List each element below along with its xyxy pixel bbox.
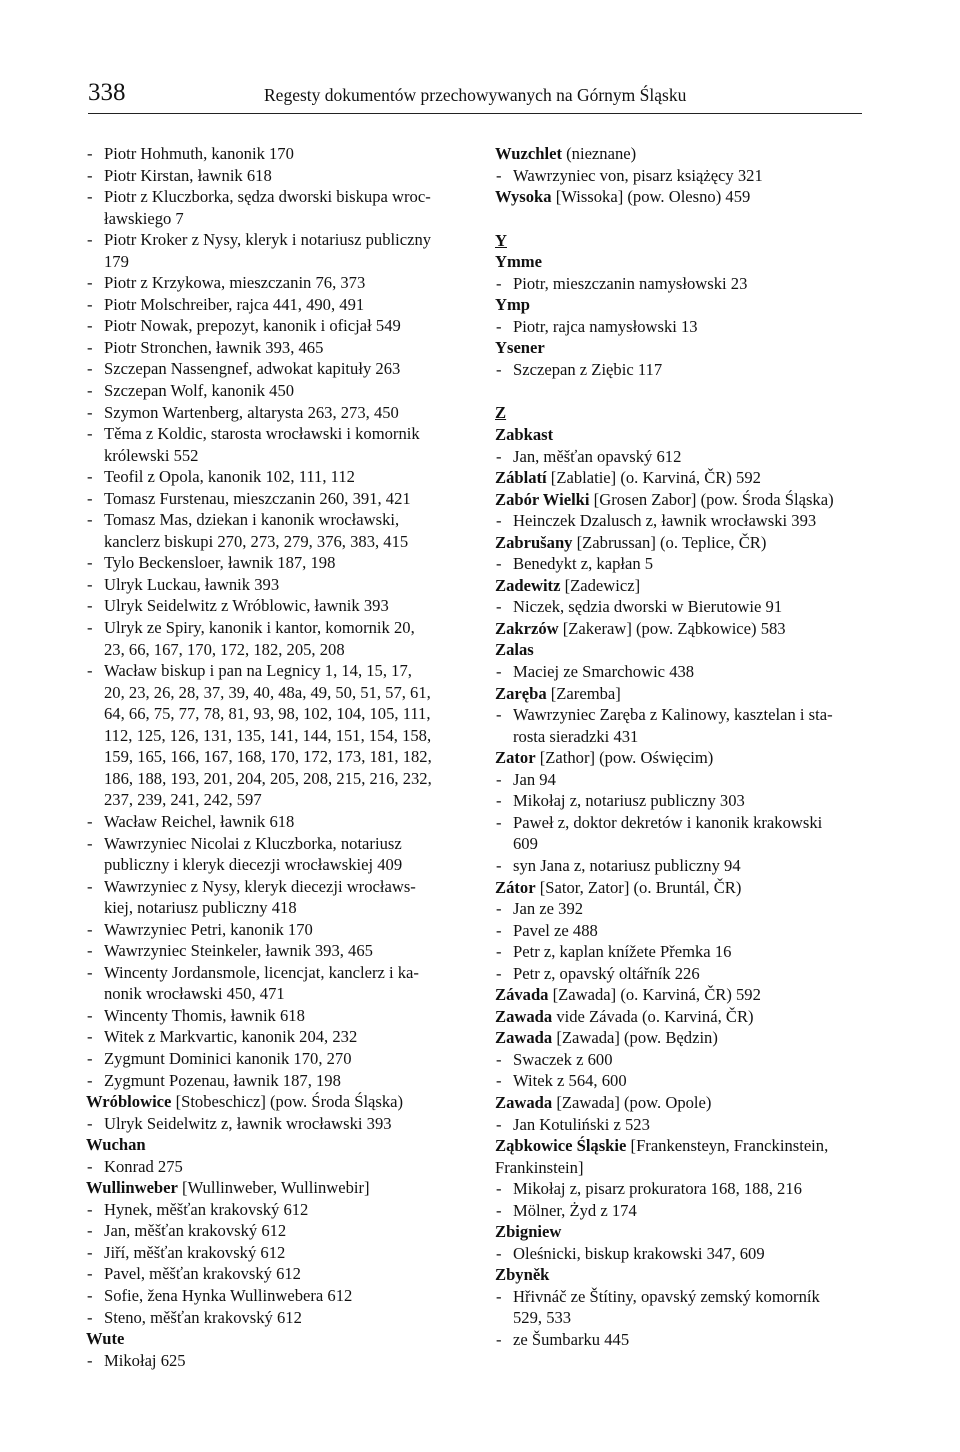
running-title: Regesty dokumentów przechowywanych na Górnym Śląsku bbox=[264, 85, 687, 105]
entry-heading-name: Wute bbox=[86, 1329, 125, 1349]
index-entry-heading bbox=[86, 1177, 456, 1199]
index-entry-heading bbox=[495, 747, 867, 769]
index-subentry: - Heinczek Dzalusch z, ławnik wrocławski 393 bbox=[495, 510, 867, 532]
entry-heading-name: Zaręba bbox=[495, 683, 547, 703]
entry-heading-name: Wullinweber bbox=[86, 1178, 178, 1198]
index-column-right bbox=[495, 143, 867, 1351]
entry-heading-name: Zadewitz bbox=[495, 575, 561, 595]
index-entry-continuation: 179 bbox=[104, 251, 129, 271]
index-subentry: - Szczepan z Ziębic 117 bbox=[495, 359, 867, 381]
index-entry-heading bbox=[495, 424, 867, 446]
index-subentry: - Wincenty Thomis, ławnik 618 bbox=[86, 1005, 456, 1027]
index-entry-continuation: 609 bbox=[513, 834, 538, 854]
index-entry-heading bbox=[495, 618, 867, 640]
entry-heading-name: Ymp bbox=[495, 295, 531, 315]
entry-heading-name: Ymme bbox=[495, 252, 542, 272]
index-subentry: - Wawrzyniec Zaręba z Kalinowy, kasztelan i sta- bbox=[495, 704, 867, 726]
entry-heading-detail: [Zablatie] (o. Karviná, ČR) 592 bbox=[546, 468, 761, 488]
entry-heading-name: Zalas bbox=[495, 640, 534, 660]
index-subentry: - syn Jana z, notariusz publiczny 94 bbox=[495, 855, 867, 877]
index-subentry: - Jan Kotuliński z 523 bbox=[495, 1114, 867, 1136]
index-subentry: - Hynek, měšťan krakovský 612 bbox=[86, 1199, 456, 1221]
index-subentry: - Wawrzyniec Petri, kanonik 170 bbox=[86, 919, 456, 941]
entry-heading-detail: [Grosen Zabor] (pow. Środa Śląska) bbox=[589, 489, 834, 509]
entry-heading-detail: [Wissoka] (pow. Olesno) 459 bbox=[551, 187, 751, 207]
index-subentry: - Piotr z Kluczborka, sędza dworski biskupa wroc- bbox=[86, 186, 456, 208]
entry-heading-detail: [Zadewicz] bbox=[560, 575, 641, 595]
page-header bbox=[88, 78, 862, 114]
index-subentry: - Petr z, kaplan knížete Přemka 16 bbox=[495, 941, 867, 963]
entry-heading-detail: [Zathor] (pow. Oświęcim) bbox=[535, 748, 714, 768]
entry-heading-name: Ząbkowice Śląskie bbox=[495, 1136, 627, 1156]
index-subentry: - Piotr Molschreiber, rajca 441, 490, 491 bbox=[86, 294, 456, 316]
index-entry-continuation: nonik wrocławski 450, 471 bbox=[104, 984, 285, 1004]
index-subentry: - Wincenty Jordansmole, licencjat, kanclerz i ka- bbox=[86, 962, 456, 984]
index-subentry: - Benedykt z, kapłan 5 bbox=[495, 553, 867, 575]
entry-heading-detail: [Frankensteyn, Franckinstein, bbox=[626, 1136, 829, 1156]
index-subentry: - Tomasz Mas, dziekan i kanonik wrocławski, bbox=[86, 509, 456, 531]
index-entry-heading bbox=[495, 1264, 867, 1286]
index-subentry: - Ulryk ze Spiry, kanonik i kantor, komornik 20, bbox=[86, 617, 456, 639]
index-subentry: - Wawrzyniec z Nysy, kleryk diecezji wrocławs- bbox=[86, 876, 456, 898]
index-entry-continuation: 159, 165, 166, 167, 168, 170, 172, 173, 181, 182, bbox=[104, 747, 432, 767]
index-subentry: - Mikołaj 625 bbox=[86, 1350, 456, 1372]
entry-heading-name: Zabrušany bbox=[495, 532, 573, 552]
entry-heading-name: Wróblowice bbox=[86, 1092, 172, 1112]
index-subentry: - Jiří, měšťan krakovský 612 bbox=[86, 1242, 456, 1264]
index-entry-continuation: 23, 66, 167, 170, 172, 182, 205, 208 bbox=[104, 639, 345, 659]
index-entry-heading bbox=[495, 639, 867, 661]
index-subentry: - Piotr Kirstan, ławnik 618 bbox=[86, 165, 456, 187]
index-subentry: - Jan, měšťan krakovský 612 bbox=[86, 1220, 456, 1242]
index-subentry: - Zygmunt Dominici kanonik 170, 270 bbox=[86, 1048, 456, 1070]
index-entry-heading bbox=[86, 1091, 456, 1113]
index-entry-heading bbox=[495, 1135, 867, 1157]
index-entry-continuation: Frankinstein] bbox=[495, 1157, 584, 1177]
entry-heading-name: Zawada bbox=[495, 1092, 553, 1112]
index-entry-continuation: królewski 552 bbox=[104, 445, 199, 465]
index-entry-heading bbox=[495, 575, 867, 597]
index-subentry: - Piotr Stronchen, ławnik 393, 465 bbox=[86, 337, 456, 359]
index-entry-continuation: 186, 188, 193, 201, 204, 205, 208, 215, 216, 232, bbox=[104, 768, 432, 788]
index-subentry: - Paweł z, doktor dekretów i kanonik krakowski bbox=[495, 812, 867, 834]
entry-heading-detail: [Wullinweber, Wullinwebir] bbox=[177, 1178, 370, 1198]
index-subentry: - Szczepan Nassengnef, adwokat kapituły 263 bbox=[86, 358, 456, 380]
index-subentry: - Witek z 564, 600 bbox=[495, 1070, 867, 1092]
index-entry-continuation: kiej, notariusz publiczny 418 bbox=[104, 898, 297, 918]
index-subentry: - Mölner, Żyd z 174 bbox=[495, 1200, 867, 1222]
entry-heading-name: Zator bbox=[495, 748, 536, 768]
index-subentry: - Wawrzyniec Nicolai z Kluczborka, notariusz bbox=[86, 833, 456, 855]
entry-heading-name: Zátor bbox=[495, 877, 536, 897]
index-subentry: - Piotr, rajca namysłowski 13 bbox=[495, 316, 867, 338]
index-subentry: - Ulryk Seidelwitz z Wróblowic, ławnik 393 bbox=[86, 595, 456, 617]
index-subentry: - ze Šumbarku 445 bbox=[495, 1329, 867, 1351]
index-entry-continuation: ławskiego 7 bbox=[104, 208, 184, 228]
index-entry-heading bbox=[495, 251, 867, 273]
index-subentry: - Jan ze 392 bbox=[495, 898, 867, 920]
entry-heading-name: Zabkast bbox=[495, 425, 554, 445]
index-entry-continuation: kanclerz biskupi 270, 273, 279, 376, 383, 415 bbox=[104, 531, 409, 551]
index-entry-heading bbox=[495, 143, 867, 165]
entry-heading-detail: vide Závada (o. Karviná, ČR) bbox=[552, 1006, 754, 1026]
index-subentry: - Mikołaj z, notariusz publiczny 303 bbox=[495, 790, 867, 812]
index-entry-heading bbox=[495, 337, 867, 359]
index-entry-heading bbox=[495, 1027, 867, 1049]
entry-heading-name: Závada bbox=[495, 985, 549, 1005]
index-entry-continuation: 20, 23, 26, 28, 37, 39, 40, 48a, 49, 50, 51, 57, 61, bbox=[104, 682, 431, 702]
index-subentry: - Niczek, sędzia dworski w Bierutowie 91 bbox=[495, 596, 867, 618]
entry-heading-name: Ysener bbox=[495, 338, 545, 358]
entry-heading-detail: [Zawada] (o. Karviná, ČR) 592 bbox=[548, 985, 761, 1005]
index-subentry: - Pavel ze 488 bbox=[495, 920, 867, 942]
index-entry-continuation: publiczny i kleryk diecezji wrocławskiej 409 bbox=[104, 855, 403, 875]
entry-heading-detail: [Stobeschicz] (pow. Środa Śląska) bbox=[171, 1092, 404, 1112]
index-entry-heading bbox=[495, 186, 867, 208]
index-subentry: - Konrad 275 bbox=[86, 1156, 456, 1178]
index-entry-continuation: 237, 239, 241, 242, 597 bbox=[104, 790, 262, 810]
index-subentry: - Wacław biskup i pan na Legnicy 1, 14, 15, 17, bbox=[86, 660, 456, 682]
entry-heading-name: Wuzchlet bbox=[495, 144, 562, 163]
index-subentry: - Mikołaj z, pisarz prokuratora 168, 188, 216 bbox=[495, 1178, 867, 1200]
entry-heading-detail: [Zawada] (pow. Opole) bbox=[552, 1092, 712, 1112]
index-entry-heading bbox=[86, 1328, 456, 1350]
index-subentry: - Pavel, měšťan krakovský 612 bbox=[86, 1263, 456, 1285]
index-subentry: - Sofie, žena Hynka Wullinwebera 612 bbox=[86, 1285, 456, 1307]
index-entry-heading bbox=[495, 683, 867, 705]
entry-heading-name: Zawada bbox=[495, 1028, 553, 1048]
index-entry-heading bbox=[495, 1092, 867, 1114]
entry-heading-name: Záblatí bbox=[495, 468, 547, 488]
entry-heading-detail: [Zakeraw] (pow. Ząbkowice) 583 bbox=[558, 618, 786, 638]
index-subentry: - Maciej ze Smarchowic 438 bbox=[495, 661, 867, 683]
index-subentry: - Piotr Hohmuth, kanonik 170 bbox=[86, 143, 456, 165]
index-subentry: - Hřivnáč ze Štítiny, opavský zemský komorník bbox=[495, 1286, 867, 1308]
index-entry-continuation: 64, 66, 75, 77, 78, 81, 93, 98, 102, 104, 105, 111, bbox=[104, 704, 431, 724]
header-rule bbox=[88, 113, 862, 114]
index-subentry: - Těma z Koldic, starosta wrocławski i komornik bbox=[86, 423, 456, 445]
index-column-left bbox=[86, 143, 456, 1371]
entry-heading-name: Zbigniew bbox=[495, 1222, 562, 1242]
index-subentry: - Ulryk Luckau, ławnik 393 bbox=[86, 574, 456, 596]
index-subentry: - Oleśnicki, biskup krakowski 347, 609 bbox=[495, 1243, 867, 1265]
index-subentry: - Szczepan Wolf, kanonik 450 bbox=[86, 380, 456, 402]
index-entry-heading bbox=[495, 467, 867, 489]
index-entry-heading bbox=[86, 1134, 456, 1156]
entry-heading-name: Zbyněk bbox=[495, 1265, 550, 1285]
entry-heading-detail: [Zabrussan] (o. Teplice, ČR) bbox=[572, 532, 767, 552]
index-entry-continuation: 529, 533 bbox=[513, 1308, 572, 1328]
index-subentry: - Piotr, mieszczanin namysłowski 23 bbox=[495, 273, 867, 295]
index-entry-heading bbox=[495, 489, 867, 511]
section-letter: Y bbox=[495, 230, 507, 250]
index-subentry: - Witek z Markvartic, kanonik 204, 232 bbox=[86, 1026, 456, 1048]
index-entry-heading bbox=[495, 294, 867, 316]
index-entry-heading bbox=[495, 532, 867, 554]
index-entry-heading bbox=[495, 1221, 867, 1243]
section-letter: Z bbox=[495, 403, 507, 423]
index-subentry: - Swaczek z 600 bbox=[495, 1049, 867, 1071]
entry-heading-detail: [Zawada] (pow. Będzin) bbox=[552, 1028, 718, 1048]
index-entry-heading bbox=[495, 984, 867, 1006]
entry-heading-detail: (nieznane) bbox=[561, 144, 637, 163]
index-subentry: - Piotr Kroker z Nysy, kleryk i notariusz publiczny bbox=[86, 229, 456, 251]
index-subentry: - Zygmunt Pozenau, ławnik 187, 198 bbox=[86, 1070, 456, 1092]
index-subentry: - Teofil z Opola, kanonik 102, 111, 112 bbox=[86, 466, 456, 488]
index-subentry: - Tylo Beckensloer, ławnik 187, 198 bbox=[86, 552, 456, 574]
entry-heading-name: Zakrzów bbox=[495, 618, 559, 638]
index-subentry: - Petr z, opavský oltářník 226 bbox=[495, 963, 867, 985]
index-subentry: - Jan 94 bbox=[495, 769, 867, 791]
index-subentry: - Wacław Reichel, ławnik 618 bbox=[86, 811, 456, 833]
index-subentry: - Steno, měšťan krakovský 612 bbox=[86, 1307, 456, 1329]
index-entry-continuation: rosta sieradzki 431 bbox=[513, 726, 639, 746]
index-subentry: - Ulryk Seidelwitz z, ławnik wrocławski 393 bbox=[86, 1113, 456, 1135]
index-entry-heading bbox=[495, 877, 867, 899]
entry-heading-detail: [Sator, Zator] (o. Bruntál, ČR) bbox=[535, 877, 742, 897]
index-subentry: - Piotr Nowak, prepozyt, kanonik i oficjał 549 bbox=[86, 315, 456, 337]
entry-heading-name: Wuchan bbox=[86, 1135, 146, 1155]
entry-heading-name: Zawada bbox=[495, 1006, 553, 1026]
index-subentry: - Tomasz Furstenau, mieszczanin 260, 391, 421 bbox=[86, 488, 456, 510]
page-number: 338 bbox=[88, 79, 126, 106]
entry-heading-name: Zabór Wielki bbox=[495, 489, 590, 509]
index-subentry: - Wawrzyniec Steinkeler, ławnik 393, 465 bbox=[86, 940, 456, 962]
index-subentry: - Piotr z Krzykowa, mieszczanin 76, 373 bbox=[86, 272, 456, 294]
index-entry-continuation: 112, 125, 126, 131, 135, 141, 144, 151, 154, 158, bbox=[104, 725, 432, 745]
entry-heading-detail: [Zaremba] bbox=[546, 683, 621, 703]
index-subentry: - Szymon Wartenberg, altarysta 263, 273, 450 bbox=[86, 402, 456, 424]
index-subentry: - Jan, měšťan opavský 612 bbox=[495, 446, 867, 468]
index-subentry: - Wawrzyniec von, pisarz książęcy 321 bbox=[495, 165, 867, 187]
entry-heading-name: Wysoka bbox=[495, 187, 552, 207]
index-entry-heading bbox=[495, 1006, 867, 1028]
